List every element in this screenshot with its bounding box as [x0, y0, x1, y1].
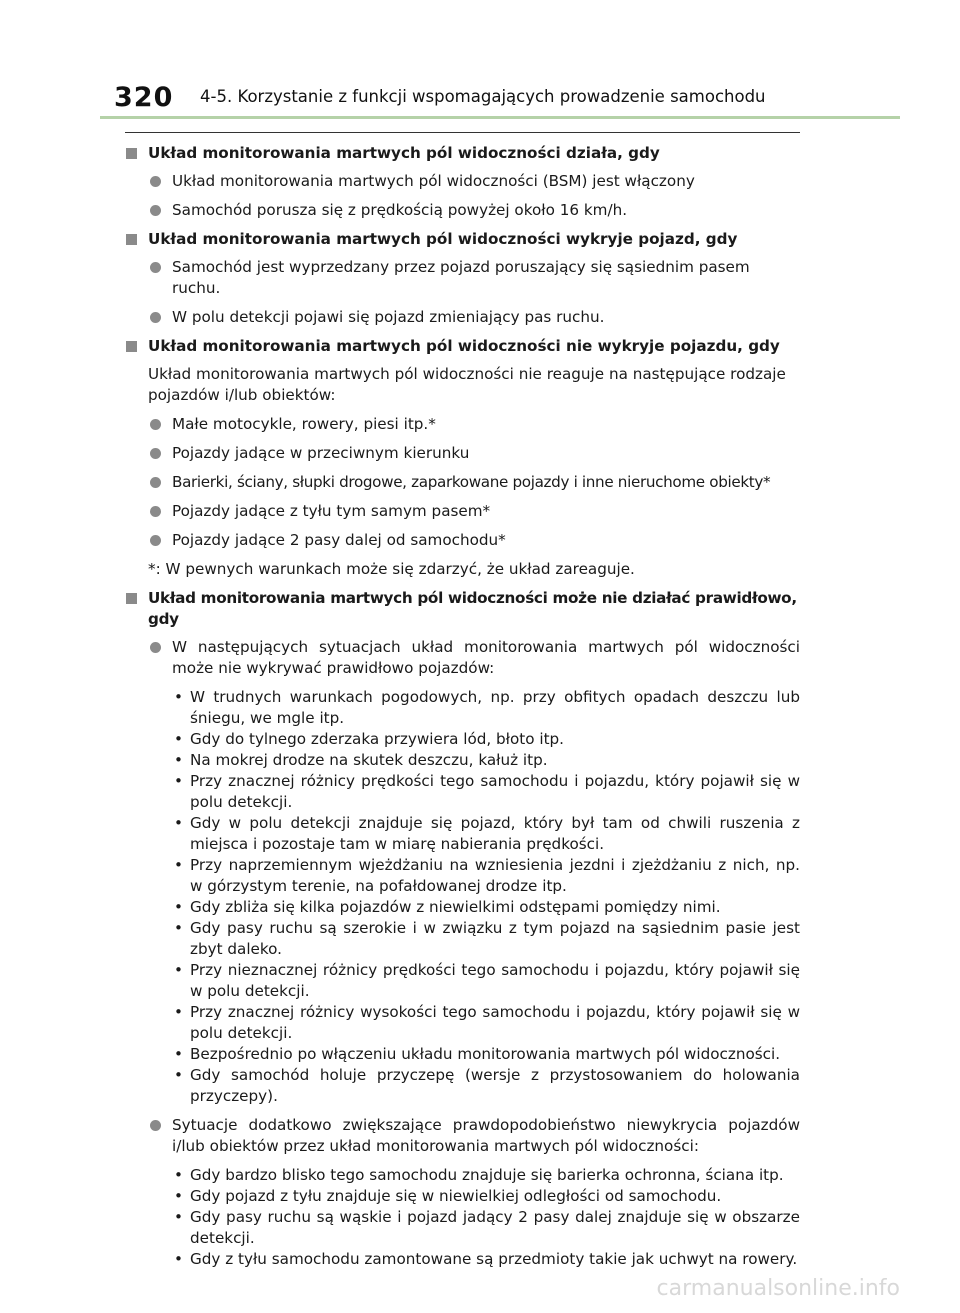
- list-item: • Gdy pojazd z tyłu znajduje się w niewielkiej odległości od samochodu.: [174, 1187, 722, 1205]
- square-bullet-icon: [126, 234, 137, 245]
- bullet-item: [124, 530, 800, 551]
- circle-bullet-icon: [150, 535, 161, 546]
- condition-list: [124, 1165, 800, 1270]
- section-divider: [125, 132, 800, 133]
- bullet-item: [124, 501, 800, 522]
- circle-bullet-icon: [150, 419, 161, 430]
- section-title: Układ monitorowania martwych pól widoczności nie wykryje pojazdu, gdy: [148, 337, 780, 355]
- bullet-item: [124, 637, 800, 679]
- watermark: carmanualsonline.info: [656, 1276, 900, 1301]
- list-item: • Przy nieznacznej różnicy prędkości tego samochodu i pojazdu, który pojawił się w polu detekcji.: [174, 961, 800, 1000]
- section-intro: Układ monitorowania martwych pól widoczności nie reaguje na następujące rodzaje pojazdów i/lub obiektów:: [148, 365, 786, 404]
- bullet-text: Barierki, ściany, słupki drogowe, zaparkowane pojazdy i inne nieruchome obiekty*: [172, 473, 771, 491]
- list-item: • Gdy pasy ruchu są wąskie i pojazd jadący 2 pasy dalej znajduje się w obszarze detekcji.: [174, 1208, 800, 1247]
- section-title: Układ monitorowania martwych pól widoczności wykryje pojazd, gdy: [148, 230, 738, 248]
- page-content: [124, 140, 800, 1278]
- bullet-item: [124, 200, 800, 221]
- list-item: • Gdy zbliża się kilka pojazdów z niewielkimi odstępami pomiędzy nimi.: [174, 898, 721, 916]
- condition-list: [124, 687, 800, 1107]
- list-item: • Przy znacznej różnicy prędkości tego samochodu i pojazdu, który pojawił się w polu detekcji.: [174, 772, 800, 811]
- section-heading: [124, 229, 800, 250]
- bullet-item: [124, 257, 800, 299]
- bullet-text: Pojazdy jadące 2 pasy dalej od samochodu*: [172, 531, 506, 549]
- bullet-text: Małe motocykle, rowery, piesi itp.*: [172, 415, 436, 433]
- circle-bullet-icon: [150, 262, 161, 273]
- list-item: • Przy naprzemiennym wjeżdżaniu na wzniesienia jezdni i zjeżdżaniu z nich, np. w górzystym terenie, na pofałdowanej drodze itp.: [174, 856, 800, 895]
- list-item: • Przy znacznej różnicy wysokości tego samochodu i pojazdu, który pojawił się w polu detekcji.: [174, 1003, 800, 1042]
- bullet-item: [124, 171, 800, 192]
- bullet-item: [124, 307, 800, 328]
- list-item: • Gdy w polu detekcji znajduje się pojazd, który był tam od chwili ruszenia z miejsca i pozostaje tam w miarę nabierania prędkości.: [174, 814, 800, 853]
- square-bullet-icon: [126, 593, 137, 604]
- bullet-item: [124, 443, 800, 464]
- section-title: Układ monitorowania martwych pól widoczności działa, gdy: [148, 144, 660, 162]
- list-item: • W trudnych warunkach pogodowych, np. przy obfitych opadach deszczu lub śniegu, we mgle itp.: [174, 688, 800, 727]
- list-item: • Gdy samochód holuje przyczepę (wersje z przystosowaniem do holowania przyczepy).: [174, 1066, 800, 1105]
- bullet-text: Pojazdy jadące z tyłu tym samym pasem*: [172, 502, 491, 520]
- square-bullet-icon: [126, 341, 137, 352]
- list-item: • Gdy do tylnego zderzaka przywiera lód, błoto itp.: [174, 730, 564, 748]
- section-heading: [124, 336, 800, 357]
- circle-bullet-icon: [150, 477, 161, 488]
- list-item: • Gdy bardzo blisko tego samochodu znajduje się barierka ochronna, ściana itp.: [174, 1166, 784, 1184]
- bullet-text: W następujących sytuacjach układ monitorowania martwych pól widoczności może nie wykrywać prawidłowo pojazdów:: [172, 638, 800, 677]
- circle-bullet-icon: [150, 1120, 161, 1131]
- bullet-text: Samochód porusza się z prędkością powyżej około 16 km/h.: [172, 201, 628, 219]
- bullet-text: W polu detekcji pojawi się pojazd zmieniający pas ruchu.: [172, 308, 605, 326]
- bullet-text: Pojazdy jadące w przeciwnym kierunku: [172, 444, 470, 462]
- bullet-item: [124, 1115, 800, 1157]
- section-heading: [124, 588, 800, 630]
- circle-bullet-icon: [150, 642, 161, 653]
- bullet-text: Sytuacje dodatkowo zwiększające prawdopodobieństwo niewykrycia pojazdów i/lub obiektów przez układ monitorowania martwych pól widoczności:: [172, 1116, 800, 1155]
- list-item: • Gdy pasy ruchu są szerokie i w związku z tym pojazd na sąsiednim pasie jest zbyt daleko.: [174, 919, 800, 958]
- header-rule: [100, 116, 900, 119]
- circle-bullet-icon: [150, 448, 161, 459]
- bullet-text: Układ monitorowania martwych pól widoczności (BSM) jest włączony: [172, 172, 695, 190]
- chapter-title: 4-5. Korzystanie z funkcji wspomagających prowadzenie samochodu: [200, 87, 766, 106]
- footnote: *: W pewnych warunkach może się zdarzyć, że układ zareaguje.: [148, 560, 635, 578]
- list-item: • Na mokrej drodze na skutek deszczu, kałuż itp.: [174, 751, 548, 769]
- list-item: • Gdy z tyłu samochodu zamontowane są przedmioty takie jak uchwyt na rowery.: [174, 1250, 798, 1268]
- bullet-item: [124, 414, 800, 435]
- square-bullet-icon: [126, 148, 137, 159]
- circle-bullet-icon: [150, 205, 161, 216]
- bullet-item: [124, 472, 800, 493]
- circle-bullet-icon: [150, 312, 161, 323]
- section-heading: [124, 143, 800, 164]
- circle-bullet-icon: [150, 506, 161, 517]
- section-title: Układ monitorowania martwych pól widoczności może nie działać prawidłowo, gdy: [148, 589, 797, 628]
- circle-bullet-icon: [150, 176, 161, 187]
- bullet-text: Samochód jest wyprzedzany przez pojazd poruszający się sąsiednim pasem ruchu.: [172, 258, 750, 297]
- page-number: 320: [114, 82, 174, 113]
- list-item: • Bezpośrednio po włączeniu układu monitorowania martwych pól widoczności.: [174, 1045, 781, 1063]
